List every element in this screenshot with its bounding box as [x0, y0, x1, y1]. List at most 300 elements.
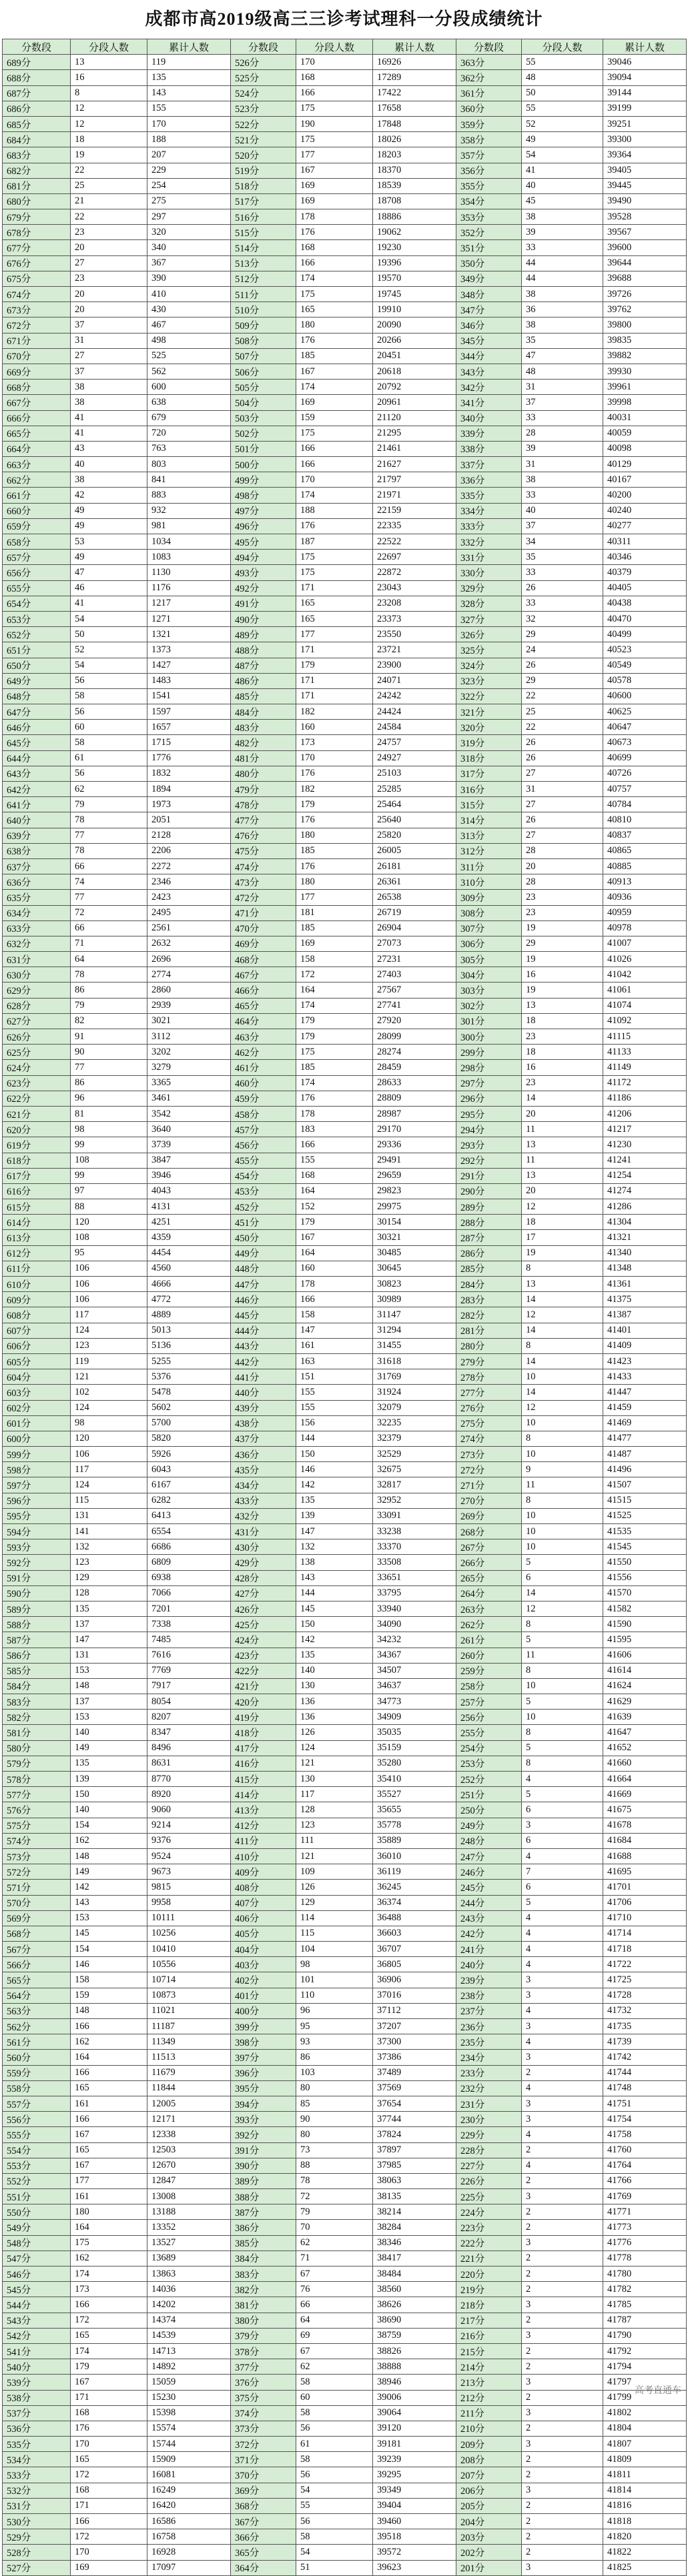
cumulative-cell: 2128: [147, 828, 231, 843]
count-cell: 38: [522, 472, 603, 488]
count-cell: 13: [522, 1168, 603, 1183]
count-cell: 129: [71, 1570, 147, 1585]
cumulative-cell: 430: [147, 302, 231, 317]
table-row: [3, 1710, 687, 1725]
table-row: [3, 178, 687, 193]
count-cell: 148: [71, 1678, 147, 1694]
score-cell: 529分: [3, 2529, 71, 2545]
count-cell: 13: [522, 1277, 603, 1292]
count-cell: 154: [71, 1818, 147, 1833]
count-cell: 37: [522, 395, 603, 410]
cumulative-cell: 18026: [373, 132, 456, 147]
score-cell: 255分: [456, 1725, 522, 1740]
cumulative-cell: 16926: [373, 55, 456, 70]
score-cell: 461分: [231, 1060, 296, 1075]
count-cell: 163: [296, 1353, 373, 1369]
cumulative-cell: 14713: [147, 2343, 231, 2359]
score-cell: 595分: [3, 1508, 71, 1523]
cumulative-cell: 41629: [603, 1694, 687, 1710]
score-cell: 621分: [3, 1106, 71, 1121]
count-cell: 147: [296, 1323, 373, 1338]
cumulative-cell: 841: [147, 472, 231, 488]
cumulative-cell: 3365: [147, 1075, 231, 1091]
score-cell: 445分: [231, 1307, 296, 1323]
score-cell: 618分: [3, 1153, 71, 1168]
cumulative-cell: 22522: [373, 534, 456, 550]
count-cell: 2: [522, 2545, 603, 2560]
cumulative-cell: 4560: [147, 1261, 231, 1276]
count-cell: 31: [522, 380, 603, 395]
table-row: [3, 380, 687, 395]
score-cell: 344分: [456, 348, 522, 364]
cumulative-cell: 41794: [603, 2359, 687, 2375]
cumulative-cell: 2939: [147, 998, 231, 1013]
count-cell: 14: [522, 1385, 603, 1400]
count-cell: 28: [522, 843, 603, 858]
count-cell: 31: [522, 457, 603, 472]
count-cell: 169: [296, 193, 373, 209]
score-cell: 508分: [231, 333, 296, 348]
cumulative-cell: 25820: [373, 828, 456, 843]
count-cell: 188: [296, 503, 373, 518]
table-row: [3, 2514, 687, 2529]
count-cell: 29: [522, 627, 603, 642]
score-cell: 597分: [3, 1477, 71, 1493]
count-cell: 161: [71, 2189, 147, 2204]
count-cell: 52: [71, 642, 147, 658]
count-cell: 60: [296, 2390, 373, 2405]
score-cell: 235分: [456, 2034, 522, 2050]
count-cell: 66: [71, 920, 147, 936]
score-cell: 656分: [3, 565, 71, 580]
count-cell: 12: [71, 101, 147, 116]
score-cell: 265分: [456, 1570, 522, 1585]
count-cell: 11: [522, 1153, 603, 1168]
cumulative-cell: 34507: [373, 1663, 456, 1678]
table-row: [3, 1168, 687, 1183]
cumulative-cell: 11021: [147, 2003, 231, 2018]
cumulative-cell: 8054: [147, 1694, 231, 1710]
score-cell: 448分: [231, 1261, 296, 1276]
score-cell: 679分: [3, 209, 71, 225]
count-cell: 71: [296, 2250, 373, 2266]
cumulative-cell: 40600: [603, 688, 687, 704]
score-cell: 512分: [231, 271, 296, 286]
table-row: [3, 255, 687, 271]
cumulative-cell: 10873: [147, 1988, 231, 2003]
cumulative-cell: 31455: [373, 1338, 456, 1353]
score-cell: 546分: [3, 2267, 71, 2282]
score-cell: 599分: [3, 1447, 71, 1462]
count-cell: 164: [296, 1183, 373, 1199]
count-cell: 98: [71, 1122, 147, 1137]
cumulative-cell: 41787: [603, 2313, 687, 2328]
cumulative-cell: 498: [147, 333, 231, 348]
cumulative-cell: 41820: [603, 2529, 687, 2545]
count-cell: 14: [522, 1292, 603, 1307]
count-cell: 182: [296, 704, 373, 720]
count-cell: 56: [71, 704, 147, 720]
score-cell: 630分: [3, 967, 71, 983]
count-cell: 2: [522, 2282, 603, 2297]
cumulative-cell: 30823: [373, 1277, 456, 1292]
table-row: [3, 364, 687, 379]
score-cell: 279分: [456, 1353, 522, 1369]
score-cell: 584分: [3, 1678, 71, 1694]
table-row: [3, 688, 687, 704]
score-cell: 347分: [456, 302, 522, 317]
cumulative-cell: 18886: [373, 209, 456, 225]
cumulative-cell: 8770: [147, 1772, 231, 1787]
cumulative-cell: 170: [147, 116, 231, 131]
table-row: [3, 735, 687, 750]
table-row: [3, 2189, 687, 2204]
count-cell: 148: [71, 2003, 147, 2018]
score-cell: 303分: [456, 983, 522, 998]
score-cell: 687分: [3, 85, 71, 101]
score-cell: 240分: [456, 1957, 522, 1972]
count-cell: 126: [296, 1725, 373, 1740]
score-cell: 538分: [3, 2390, 71, 2405]
cumulative-cell: 41792: [603, 2343, 687, 2359]
count-cell: 166: [296, 457, 373, 472]
score-cell: 493分: [231, 565, 296, 580]
score-cell: 604分: [3, 1369, 71, 1385]
score-cell: 227分: [456, 2158, 522, 2173]
header-row: [3, 39, 687, 55]
table-row: [3, 1802, 687, 1818]
score-cell: 477分: [231, 812, 296, 828]
count-cell: 172: [71, 2467, 147, 2483]
cumulative-cell: 41764: [603, 2158, 687, 2173]
count-cell: 38: [71, 472, 147, 488]
cumulative-cell: 38063: [373, 2173, 456, 2188]
table-row: [3, 812, 687, 828]
cumulative-cell: 10714: [147, 1972, 231, 1988]
score-cell: 289分: [456, 1199, 522, 1215]
count-cell: 166: [71, 2514, 147, 2529]
count-cell: 78: [71, 812, 147, 828]
score-cell: 269分: [456, 1508, 522, 1523]
score-cell: 453分: [231, 1183, 296, 1199]
table-row: [3, 1632, 687, 1648]
count-cell: 41: [71, 426, 147, 441]
count-cell: 88: [296, 2158, 373, 2173]
cumulative-cell: 36805: [373, 1957, 456, 1972]
count-cell: 31: [71, 333, 147, 348]
cumulative-cell: 41433: [603, 1369, 687, 1385]
table-row: [3, 2034, 687, 2050]
cumulative-cell: 1715: [147, 735, 231, 750]
count-cell: 12: [522, 1400, 603, 1415]
score-cell: 325分: [456, 642, 522, 658]
table-row: [3, 642, 687, 658]
count-cell: 96: [296, 2003, 373, 2018]
score-cell: 629分: [3, 983, 71, 998]
count-cell: 42: [71, 488, 147, 503]
cumulative-cell: 21461: [373, 441, 456, 456]
cumulative-cell: 254: [147, 178, 231, 193]
cumulative-cell: 41675: [603, 1802, 687, 1818]
count-cell: 147: [296, 1524, 373, 1539]
score-cell: 382分: [231, 2282, 296, 2297]
cumulative-cell: 15909: [147, 2452, 231, 2467]
cumulative-cell: 40059: [603, 426, 687, 441]
count-cell: 117: [71, 1462, 147, 1477]
score-cell: 626分: [3, 1029, 71, 1045]
table-row: [3, 1833, 687, 1848]
cumulative-cell: 8631: [147, 1756, 231, 1771]
cumulative-cell: 16420: [147, 2498, 231, 2513]
count-cell: 167: [296, 364, 373, 379]
score-cell: 454分: [231, 1168, 296, 1183]
cumulative-cell: 36488: [373, 1910, 456, 1926]
score-cell: 456分: [231, 1137, 296, 1153]
cumulative-cell: 41684: [603, 1833, 687, 1848]
table-row: [3, 1570, 687, 1585]
score-cell: 294分: [456, 1122, 522, 1137]
cumulative-cell: 41074: [603, 998, 687, 1013]
count-cell: 35: [522, 333, 603, 348]
cumulative-cell: 41790: [603, 2328, 687, 2343]
count-cell: 179: [296, 797, 373, 812]
count-cell: 146: [296, 1462, 373, 1477]
cumulative-cell: 41375: [603, 1292, 687, 1307]
cumulative-cell: 31294: [373, 1323, 456, 1338]
score-cell: 257分: [456, 1694, 522, 1710]
count-cell: 106: [71, 1277, 147, 1292]
count-cell: 2: [522, 2204, 603, 2220]
cumulative-cell: 19230: [373, 240, 456, 255]
count-cell: 18: [522, 1013, 603, 1029]
count-cell: 13: [71, 55, 147, 70]
score-cell: 642分: [3, 782, 71, 797]
count-cell: 169: [296, 395, 373, 410]
count-cell: 177: [296, 890, 373, 905]
count-cell: 58: [71, 735, 147, 750]
score-cell: 589分: [3, 1601, 71, 1616]
count-cell: 185: [296, 1060, 373, 1075]
score-cell: 318分: [456, 750, 522, 766]
table-row: [3, 2080, 687, 2096]
cumulative-cell: 38135: [373, 2189, 456, 2204]
count-cell: 4: [522, 2127, 603, 2142]
count-cell: 12: [522, 1307, 603, 1323]
count-cell: 38: [522, 287, 603, 302]
cumulative-cell: 11679: [147, 2065, 231, 2080]
cumulative-cell: 6809: [147, 1555, 231, 1570]
table-row: [3, 2467, 687, 2483]
cumulative-cell: 41447: [603, 1385, 687, 1400]
score-cell: 288分: [456, 1215, 522, 1230]
cumulative-cell: 41664: [603, 1772, 687, 1787]
cumulative-cell: 41477: [603, 1431, 687, 1446]
count-cell: 124: [71, 1323, 147, 1338]
count-cell: 55: [296, 2498, 373, 2513]
cumulative-cell: 41614: [603, 1663, 687, 1678]
cumulative-cell: 41773: [603, 2220, 687, 2235]
count-cell: 169: [296, 178, 373, 193]
score-cell: 386分: [231, 2220, 296, 2235]
count-cell: 37: [522, 518, 603, 534]
cumulative-cell: 39199: [603, 101, 687, 116]
score-cell: 280分: [456, 1338, 522, 1353]
table-row: [3, 828, 687, 843]
cumulative-cell: 40240: [603, 503, 687, 518]
score-cell: 356分: [456, 163, 522, 178]
score-cell: 612分: [3, 1245, 71, 1261]
score-cell: 536分: [3, 2421, 71, 2436]
cumulative-cell: 26538: [373, 890, 456, 905]
cumulative-cell: 40277: [603, 518, 687, 534]
cumulative-cell: 14036: [147, 2282, 231, 2297]
cumulative-cell: 6282: [147, 1493, 231, 1508]
score-cell: 608分: [3, 1307, 71, 1323]
score-cell: 585分: [3, 1663, 71, 1678]
cumulative-cell: 41241: [603, 1153, 687, 1168]
header-cell: 累计人数: [373, 39, 456, 55]
count-cell: 160: [296, 1261, 373, 1276]
score-cell: 409分: [231, 1864, 296, 1880]
score-cell: 459分: [231, 1091, 296, 1106]
count-cell: 13: [522, 998, 603, 1013]
cumulative-cell: 10556: [147, 1957, 231, 1972]
cumulative-cell: 20266: [373, 333, 456, 348]
score-cell: 220分: [456, 2267, 522, 2282]
count-cell: 121: [296, 1756, 373, 1771]
count-cell: 123: [71, 1555, 147, 1570]
count-cell: 138: [296, 1555, 373, 1570]
score-cell: 274分: [456, 1431, 522, 1446]
count-cell: 28: [522, 426, 603, 441]
cumulative-cell: 37489: [373, 2065, 456, 2080]
table-row: [3, 952, 687, 967]
score-cell: 283分: [456, 1292, 522, 1307]
table-row: [3, 1694, 687, 1710]
cumulative-cell: 2696: [147, 952, 231, 967]
score-cell: 351分: [456, 240, 522, 255]
count-cell: 167: [71, 2375, 147, 2390]
cumulative-cell: 41735: [603, 2019, 687, 2034]
score-cell: 426分: [231, 1601, 296, 1616]
count-cell: 79: [71, 998, 147, 1013]
cumulative-cell: 27920: [373, 1013, 456, 1029]
count-cell: 26: [522, 750, 603, 766]
count-cell: 36: [522, 302, 603, 317]
count-cell: 145: [296, 1601, 373, 1616]
score-cell: 653分: [3, 611, 71, 626]
score-cell: 501分: [231, 441, 296, 456]
count-cell: 142: [71, 1880, 147, 1895]
score-cell: 322分: [456, 688, 522, 704]
count-cell: 153: [71, 1910, 147, 1926]
score-cell: 305分: [456, 952, 522, 967]
count-cell: 2: [522, 2529, 603, 2545]
count-cell: 176: [296, 858, 373, 874]
score-cell: 669分: [3, 364, 71, 379]
count-cell: 20: [522, 1106, 603, 1121]
table-row: [3, 2483, 687, 2498]
cumulative-cell: 12670: [147, 2158, 231, 2173]
cumulative-cell: 15230: [147, 2390, 231, 2405]
table-row: [3, 302, 687, 317]
cumulative-cell: 26005: [373, 843, 456, 858]
score-cell: 623分: [3, 1075, 71, 1091]
score-cell: 485分: [231, 688, 296, 704]
cumulative-cell: 35280: [373, 1756, 456, 1771]
table-row: [3, 2359, 687, 2375]
table-row: [3, 85, 687, 101]
score-cell: 202分: [456, 2545, 522, 2560]
count-cell: 14: [522, 1585, 603, 1601]
score-cell: 252分: [456, 1772, 522, 1787]
count-cell: 29: [522, 673, 603, 688]
count-cell: 14: [522, 1353, 603, 1369]
score-cell: 313分: [456, 828, 522, 843]
cumulative-cell: 3847: [147, 1153, 231, 1168]
table-row: [3, 2220, 687, 2235]
count-cell: 77: [71, 890, 147, 905]
cumulative-cell: 16928: [147, 2545, 231, 2560]
score-cell: 680分: [3, 193, 71, 209]
score-cell: 569分: [3, 1910, 71, 1926]
score-cell: 551分: [3, 2189, 71, 2204]
cumulative-cell: 320: [147, 225, 231, 240]
cumulative-cell: 41678: [603, 1818, 687, 1833]
cumulative-cell: 39688: [603, 271, 687, 286]
count-cell: 161: [71, 2096, 147, 2111]
count-cell: 19: [522, 1245, 603, 1261]
count-cell: 190: [296, 116, 373, 131]
score-cell: 254分: [456, 1740, 522, 1756]
score-cell: 207分: [456, 2467, 522, 2483]
count-cell: 33: [522, 410, 603, 426]
cumulative-cell: 15744: [147, 2437, 231, 2452]
cumulative-cell: 30645: [373, 1261, 456, 1276]
table-row: [3, 550, 687, 565]
count-cell: 33: [522, 488, 603, 503]
table-row: [3, 905, 687, 920]
header-cell: 分数段: [456, 39, 522, 55]
count-cell: 103: [296, 2065, 373, 2080]
cumulative-cell: 35410: [373, 1772, 456, 1787]
score-cell: 391分: [231, 2142, 296, 2158]
table-row: [3, 240, 687, 255]
score-cell: 579分: [3, 1756, 71, 1771]
count-cell: 175: [296, 426, 373, 441]
score-cell: 422分: [231, 1663, 296, 1678]
cumulative-cell: 1483: [147, 673, 231, 688]
score-cell: 363分: [456, 55, 522, 70]
cumulative-cell: 13352: [147, 2220, 231, 2235]
cumulative-cell: 41758: [603, 2127, 687, 2142]
score-cell: 233分: [456, 2065, 522, 2080]
score-cell: 334分: [456, 503, 522, 518]
cumulative-cell: 26181: [373, 858, 456, 874]
count-cell: 3: [522, 2297, 603, 2313]
count-cell: 164: [296, 983, 373, 998]
score-cell: 478分: [231, 797, 296, 812]
cumulative-cell: 39181: [373, 2437, 456, 2452]
score-cell: 467分: [231, 967, 296, 983]
cumulative-cell: 3112: [147, 1029, 231, 1045]
cumulative-cell: 41206: [603, 1106, 687, 1121]
count-cell: 27: [522, 797, 603, 812]
cumulative-cell: 7485: [147, 1632, 231, 1648]
table-row: [3, 936, 687, 951]
score-cell: 275分: [456, 1415, 522, 1431]
cumulative-cell: 41274: [603, 1183, 687, 1199]
